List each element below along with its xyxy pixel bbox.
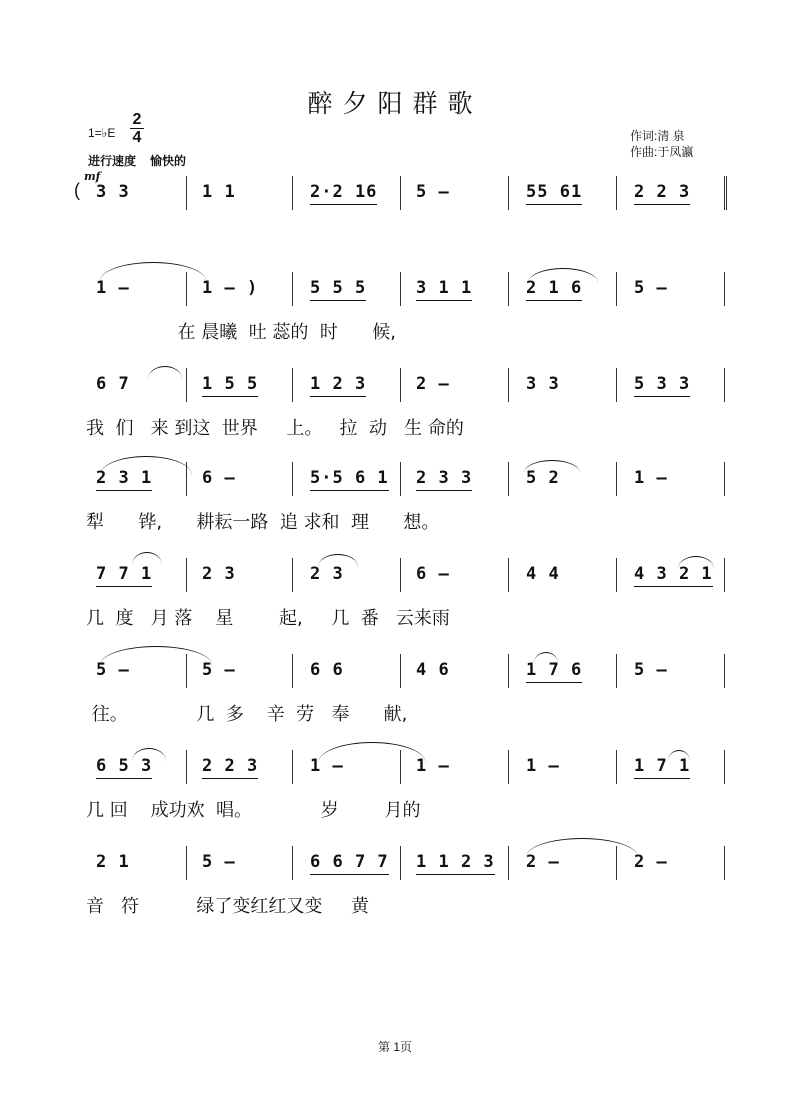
music-row [86,176,726,210]
slur-arc [132,552,162,565]
barline [724,750,725,784]
measure-notes: 2 – [416,374,450,394]
measure-notes: 2·2 16 [310,182,378,202]
lyricist: 作词:清 泉 [630,129,685,143]
beam-underline [526,204,582,205]
lyric-line: 我 们 来 到这 世界 上。 拉 动 生 命的 [86,418,464,439]
measure-notes: 1 – [310,756,344,776]
beam-underline [310,490,389,491]
tempo-feel: 愉快的 [150,154,187,168]
measure-notes: 5 3 3 [634,374,691,394]
barline [292,462,293,496]
barline [186,368,187,402]
lyric-line: 音 符 绿了变红红又变 黄 [86,896,369,917]
lyric-line: 往。 几 多 辛 劳 奉 献, [86,704,408,725]
measure-notes: 2 2 3 [634,182,691,202]
credits [630,128,693,160]
measure-notes: 1 – [634,468,668,488]
barline [724,654,725,688]
measure-notes: 2 2 3 [202,756,259,776]
barline [186,846,187,880]
barline [724,846,725,880]
barline [508,558,509,592]
measure-notes: 2 3 3 [416,468,473,488]
slur-arc [526,838,638,857]
beam-underline [526,300,582,301]
beam-underline [96,586,152,587]
measure-notes: 5 – [416,182,450,202]
measure-notes: 6 6 [310,660,344,680]
barline [616,462,617,496]
barline [400,654,401,688]
measure-notes: 3 1 1 [416,278,473,298]
measure-notes: 1 7 6 [526,660,583,680]
measure-notes: 1 – [416,756,450,776]
beam-underline [202,396,258,397]
measure-notes: 1 7 1 [634,756,691,776]
barline [508,176,509,210]
music-row [86,368,726,402]
barline [186,558,187,592]
barline [724,558,725,592]
barline [508,750,509,784]
measure-notes: 1 1 2 3 [416,852,495,872]
key-signature: 1=♭E [88,126,116,140]
barline [292,176,293,210]
beam-underline [416,490,472,491]
page-number: 第 1页 [377,1040,412,1054]
measure-notes: 1 2 3 [310,374,367,394]
barline [616,176,617,210]
barline [508,272,509,306]
measure-notes: 2 – [634,852,668,872]
measure-notes: 1 – [96,278,130,298]
measure-notes: 3 3 [96,182,130,202]
measure-notes: 2 1 6 [526,278,583,298]
barline [616,368,617,402]
measure-notes: 55 61 [526,182,583,202]
measure-notes: 6 6 7 7 [310,852,389,872]
measure-notes: 5 5 5 [310,278,367,298]
barline [508,368,509,402]
slur-arc [318,742,426,763]
measure-notes: 6 5 3 [96,756,153,776]
barline [508,654,509,688]
measure-notes: 2 3 1 [96,468,153,488]
tempo-marking [88,152,186,169]
barline [400,176,401,210]
measure-notes: 2 1 [96,852,130,872]
measure-notes: 4 4 [526,564,560,584]
beam-underline [416,874,495,875]
barline [616,750,617,784]
barline [292,654,293,688]
barline [724,368,725,402]
barline [292,750,293,784]
beam-underline [634,204,690,205]
barline [400,368,401,402]
measure-notes: 2 3 [202,564,236,584]
measure-notes: 4 3 2 1 [634,564,713,584]
barline [726,176,727,210]
beam-underline [634,586,713,587]
dynamic-marking: mf [84,170,101,183]
barline [400,462,401,496]
beam-underline [202,778,258,779]
composer: 作曲:于凤瀛 [630,145,694,159]
beam-underline [310,300,366,301]
intro-paren: ( [74,180,80,200]
measure-notes: 4 6 [416,660,450,680]
barline [400,846,401,880]
beam-underline [310,396,366,397]
barline [508,462,509,496]
barline [724,176,725,210]
tempo-label: 进行速度 [88,154,137,168]
measure-notes: 1 – ) [202,278,259,298]
measure-notes: 1 – [526,756,560,776]
beam-underline [310,874,389,875]
music-row [86,558,726,592]
barline [616,272,617,306]
barline [186,176,187,210]
barline [292,368,293,402]
measure-notes: 2 3 [310,564,344,584]
barline [292,558,293,592]
time-sig-top: 2 [132,111,142,128]
slur-arc [100,646,212,665]
beam-underline [526,682,582,683]
measure-notes: 2 – [526,852,560,872]
measure-notes: 5·5 6 1 [310,468,389,488]
song-title: 醉夕阳群歌 [307,89,483,118]
barline [186,750,187,784]
time-signature [130,112,144,145]
barline [616,654,617,688]
beam-underline [416,300,472,301]
beam-underline [96,490,152,491]
lyric-line: 几 度 月 落 星 起, 几 番 云来雨 [86,608,450,629]
measure-notes: 1 1 [202,182,236,202]
measure-notes: 5 2 [526,468,560,488]
barline [724,272,725,306]
lyric-line: 犁 铧, 耕耘一路 追 求和 理 想。 [86,512,440,533]
barline [292,846,293,880]
slur-arc [318,554,358,567]
measure-notes: 5 – [634,278,668,298]
beam-underline [310,204,377,205]
measure-notes: 5 – [634,660,668,680]
measure-notes: 5 – [202,660,236,680]
measure-notes: 5 – [202,852,236,872]
measure-notes: 3 3 [526,374,560,394]
measure-notes: 6 – [202,468,236,488]
barline [400,558,401,592]
measure-notes: 7 7 1 [96,564,153,584]
beam-underline [634,778,690,779]
barline [292,272,293,306]
slur-arc [100,456,192,475]
beam-underline [634,396,690,397]
time-sig-bottom: 4 [132,129,142,146]
barline [400,272,401,306]
barline [724,462,725,496]
barline [508,846,509,880]
slur-arc [100,262,206,281]
lyric-line: 几 回 成功欢 唱。 岁 月的 [86,800,421,821]
measure-notes: 6 – [416,564,450,584]
measure-notes: 5 – [96,660,130,680]
lyric-line: 在 晨曦 吐 蕊的 时 候, [86,322,396,343]
measure-notes: 6 7 [96,374,130,394]
beam-underline [96,778,152,779]
slur-arc [528,268,598,283]
measure-notes: 1 5 5 [202,374,259,394]
barline [616,558,617,592]
